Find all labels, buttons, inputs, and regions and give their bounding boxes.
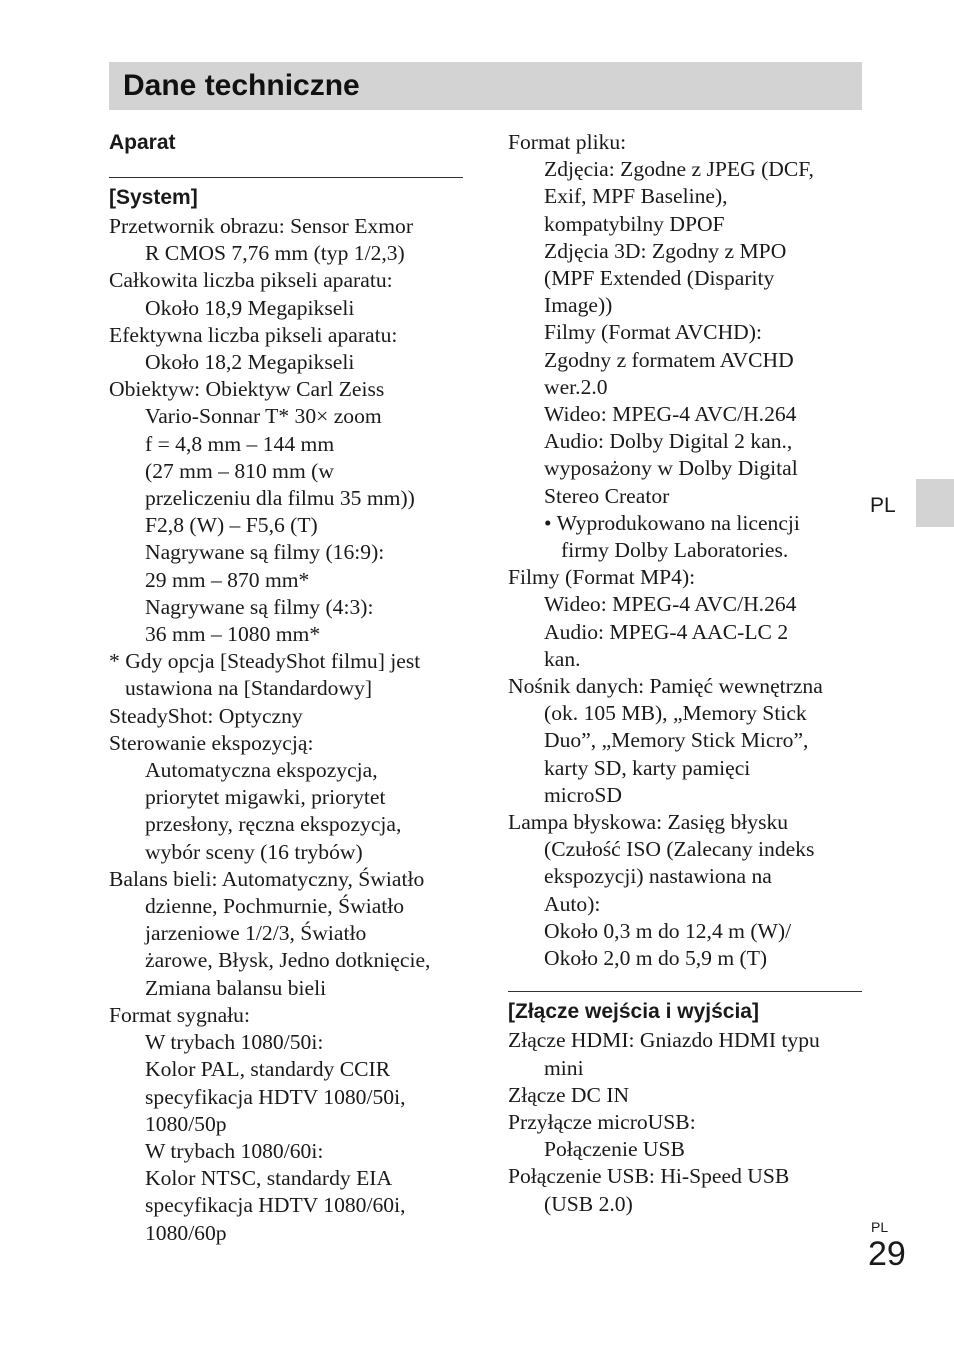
page-number: 29 bbox=[868, 1235, 906, 1273]
spec-line: Nośnik danych: Pamięć wewnętrzna bbox=[508, 674, 823, 699]
spec-line: karty SD, karty pamięci bbox=[544, 755, 751, 780]
heading-system: [System] bbox=[109, 186, 198, 209]
spec-line: Sterowanie ekspozycją: bbox=[109, 730, 314, 755]
page-lang: PL bbox=[871, 1219, 889, 1235]
file-format-spec-list bbox=[508, 129, 868, 972]
spec-line: Około 18,9 Megapikseli bbox=[145, 295, 355, 320]
spec-line: W trybach 1080/50i: bbox=[145, 1030, 324, 1055]
right-column bbox=[508, 126, 868, 1218]
spec-line: Lampa błyskowa: Zasięg błysku bbox=[508, 810, 789, 835]
spec-line: Całkowita liczba pikseli aparatu: bbox=[109, 268, 393, 293]
spec-line: Nagrywane są filmy (16:9): bbox=[145, 540, 385, 565]
spec-line: Duo”, „Memory Stick Micro”, bbox=[544, 728, 809, 753]
spec-line: Przyłącze microUSB: bbox=[508, 1109, 696, 1134]
spec-line: Połączenie USB bbox=[544, 1137, 685, 1162]
section-rule bbox=[508, 991, 862, 992]
spec-line: przesłony, ręczna ekspozycja, bbox=[145, 812, 402, 837]
spec-line: specyfikacja HDTV 1080/50i, bbox=[145, 1084, 406, 1109]
spec-line: Format pliku: bbox=[508, 130, 627, 154]
heading-io: [Złącze wejścia i wyjścia] bbox=[508, 1000, 759, 1024]
spec-line: firmy Dolby Laboratories. bbox=[561, 538, 789, 563]
spec-line: wybór sceny (16 trybów) bbox=[145, 839, 363, 864]
spec-line: (USB 2.0) bbox=[544, 1191, 633, 1216]
page-title: Dane techniczne bbox=[123, 69, 360, 102]
spec-line: priorytet migawki, priorytet bbox=[145, 785, 386, 810]
spec-line: wer.2.0 bbox=[544, 374, 608, 399]
spec-line: W trybach 1080/60i: bbox=[145, 1138, 324, 1163]
spec-line: • Wyprodukowano na licencji bbox=[544, 510, 800, 535]
spec-line: (Czułość ISO (Zalecany indeks bbox=[544, 837, 815, 862]
spec-line: Audio: MPEG-4 AAC-LC 2 bbox=[544, 619, 789, 644]
spec-line: Filmy (Format AVCHD): bbox=[544, 320, 762, 345]
spec-line: dzienne, Pochmurnie, Światło bbox=[145, 894, 405, 919]
title-bar bbox=[109, 62, 862, 110]
language-tab bbox=[916, 479, 954, 527]
spec-line: jarzeniowe 1/2/3, Światło bbox=[145, 921, 367, 946]
spec-line: kompatybilny DPOF bbox=[544, 211, 725, 236]
spec-line: Przetwornik obrazu: Sensor Exmor bbox=[109, 214, 414, 238]
spec-line: (MPF Extended (Disparity bbox=[544, 266, 775, 291]
spec-line: F2,8 (W) – F5,6 (T) bbox=[145, 513, 318, 538]
spec-line: Exif, MPF Baseline), bbox=[544, 184, 728, 209]
spec-line: Wideo: MPEG-4 AVC/H.264 bbox=[544, 402, 797, 427]
spec-line: (27 mm – 810 mm (w bbox=[145, 458, 334, 483]
spec-line: Zdjęcia 3D: Zgodny z MPO bbox=[544, 238, 787, 263]
spec-line: Zdjęcia: Zgodne z JPEG (DCF, bbox=[544, 157, 814, 182]
spec-line: 29 mm – 870 mm* bbox=[145, 567, 310, 592]
section-rule bbox=[109, 177, 463, 178]
spec-line: Image)) bbox=[544, 293, 613, 318]
spec-line: żarowe, Błysk, Jedno dotknięcie, bbox=[145, 948, 431, 973]
spec-line: Kolor NTSC, standardy EIA bbox=[145, 1166, 393, 1191]
spec-line: Wideo: MPEG-4 AVC/H.264 bbox=[544, 592, 797, 617]
spec-line: 1080/50p bbox=[145, 1111, 227, 1136]
spec-line: Połączenie USB: Hi-Speed USB bbox=[508, 1164, 790, 1189]
spec-line: wyposażony w Dolby Digital bbox=[544, 456, 798, 481]
system-spec-list bbox=[109, 213, 469, 1247]
spec-line: Vario-Sonnar T* 30× zoom bbox=[145, 404, 382, 429]
spec-line: SteadyShot: Optyczny bbox=[109, 703, 303, 728]
spec-line: (ok. 105 MB), „Memory Stick bbox=[544, 701, 807, 726]
spec-line: Złącze HDMI: Gniazdo HDMI typu bbox=[508, 1028, 820, 1053]
spec-line: Około 18,2 Megapikseli bbox=[145, 350, 355, 375]
spec-line: kan. bbox=[544, 646, 581, 671]
spec-line: Kolor PAL, standardy CCIR bbox=[145, 1057, 391, 1082]
spec-line: Zmiana balansu bieli bbox=[145, 975, 327, 1000]
spec-line: Nagrywane są filmy (4:3): bbox=[145, 594, 374, 619]
spec-line: f = 4,8 mm – 144 mm bbox=[145, 431, 335, 456]
spec-line: Zgodny z formatem AVCHD bbox=[544, 347, 794, 372]
spec-line: specyfikacja HDTV 1080/60i, bbox=[145, 1193, 406, 1218]
spec-line: 36 mm – 1080 mm* bbox=[145, 622, 321, 647]
spec-line: Efektywna liczba pikseli aparatu: bbox=[109, 322, 398, 347]
spec-line: Obiektyw: Obiektyw Carl Zeiss bbox=[109, 377, 385, 402]
spec-line: ekspozycji) nastawiona na bbox=[544, 864, 772, 889]
spec-line: R CMOS 7,76 mm (typ 1/2,3) bbox=[145, 241, 405, 266]
spec-line: Format sygnału: bbox=[109, 1002, 250, 1027]
spec-line: Stereo Creator bbox=[544, 483, 670, 508]
spec-line: Około 0,3 m do 12,4 m (W)/ bbox=[544, 918, 792, 943]
spec-line: microSD bbox=[544, 782, 622, 807]
spec-line: mini bbox=[544, 1055, 584, 1080]
spec-line: Balans bieli: Automatyczny, Światło bbox=[109, 866, 425, 891]
spec-line: ustawiona na [Standardowy] bbox=[125, 676, 373, 701]
spec-line: Około 2,0 m do 5,9 m (T) bbox=[544, 946, 768, 971]
spec-line: Automatyczna ekspozycja, bbox=[145, 758, 378, 783]
left-column bbox=[109, 126, 469, 1247]
spec-line: Audio: Dolby Digital 2 kan., bbox=[544, 429, 793, 454]
spec-line: Złącze DC IN bbox=[508, 1082, 630, 1107]
spec-line: Auto): bbox=[544, 891, 601, 916]
heading-aparat: Aparat bbox=[109, 131, 176, 154]
language-label: PL bbox=[870, 494, 896, 517]
spec-line: 1080/60p bbox=[145, 1220, 227, 1245]
spec-line: * Gdy opcja [SteadyShot filmu] jest bbox=[109, 649, 421, 674]
io-spec-list bbox=[508, 1027, 868, 1217]
spec-line: przeliczeniu dla filmu 35 mm)) bbox=[145, 486, 415, 511]
spec-line: Filmy (Format MP4): bbox=[508, 565, 696, 590]
